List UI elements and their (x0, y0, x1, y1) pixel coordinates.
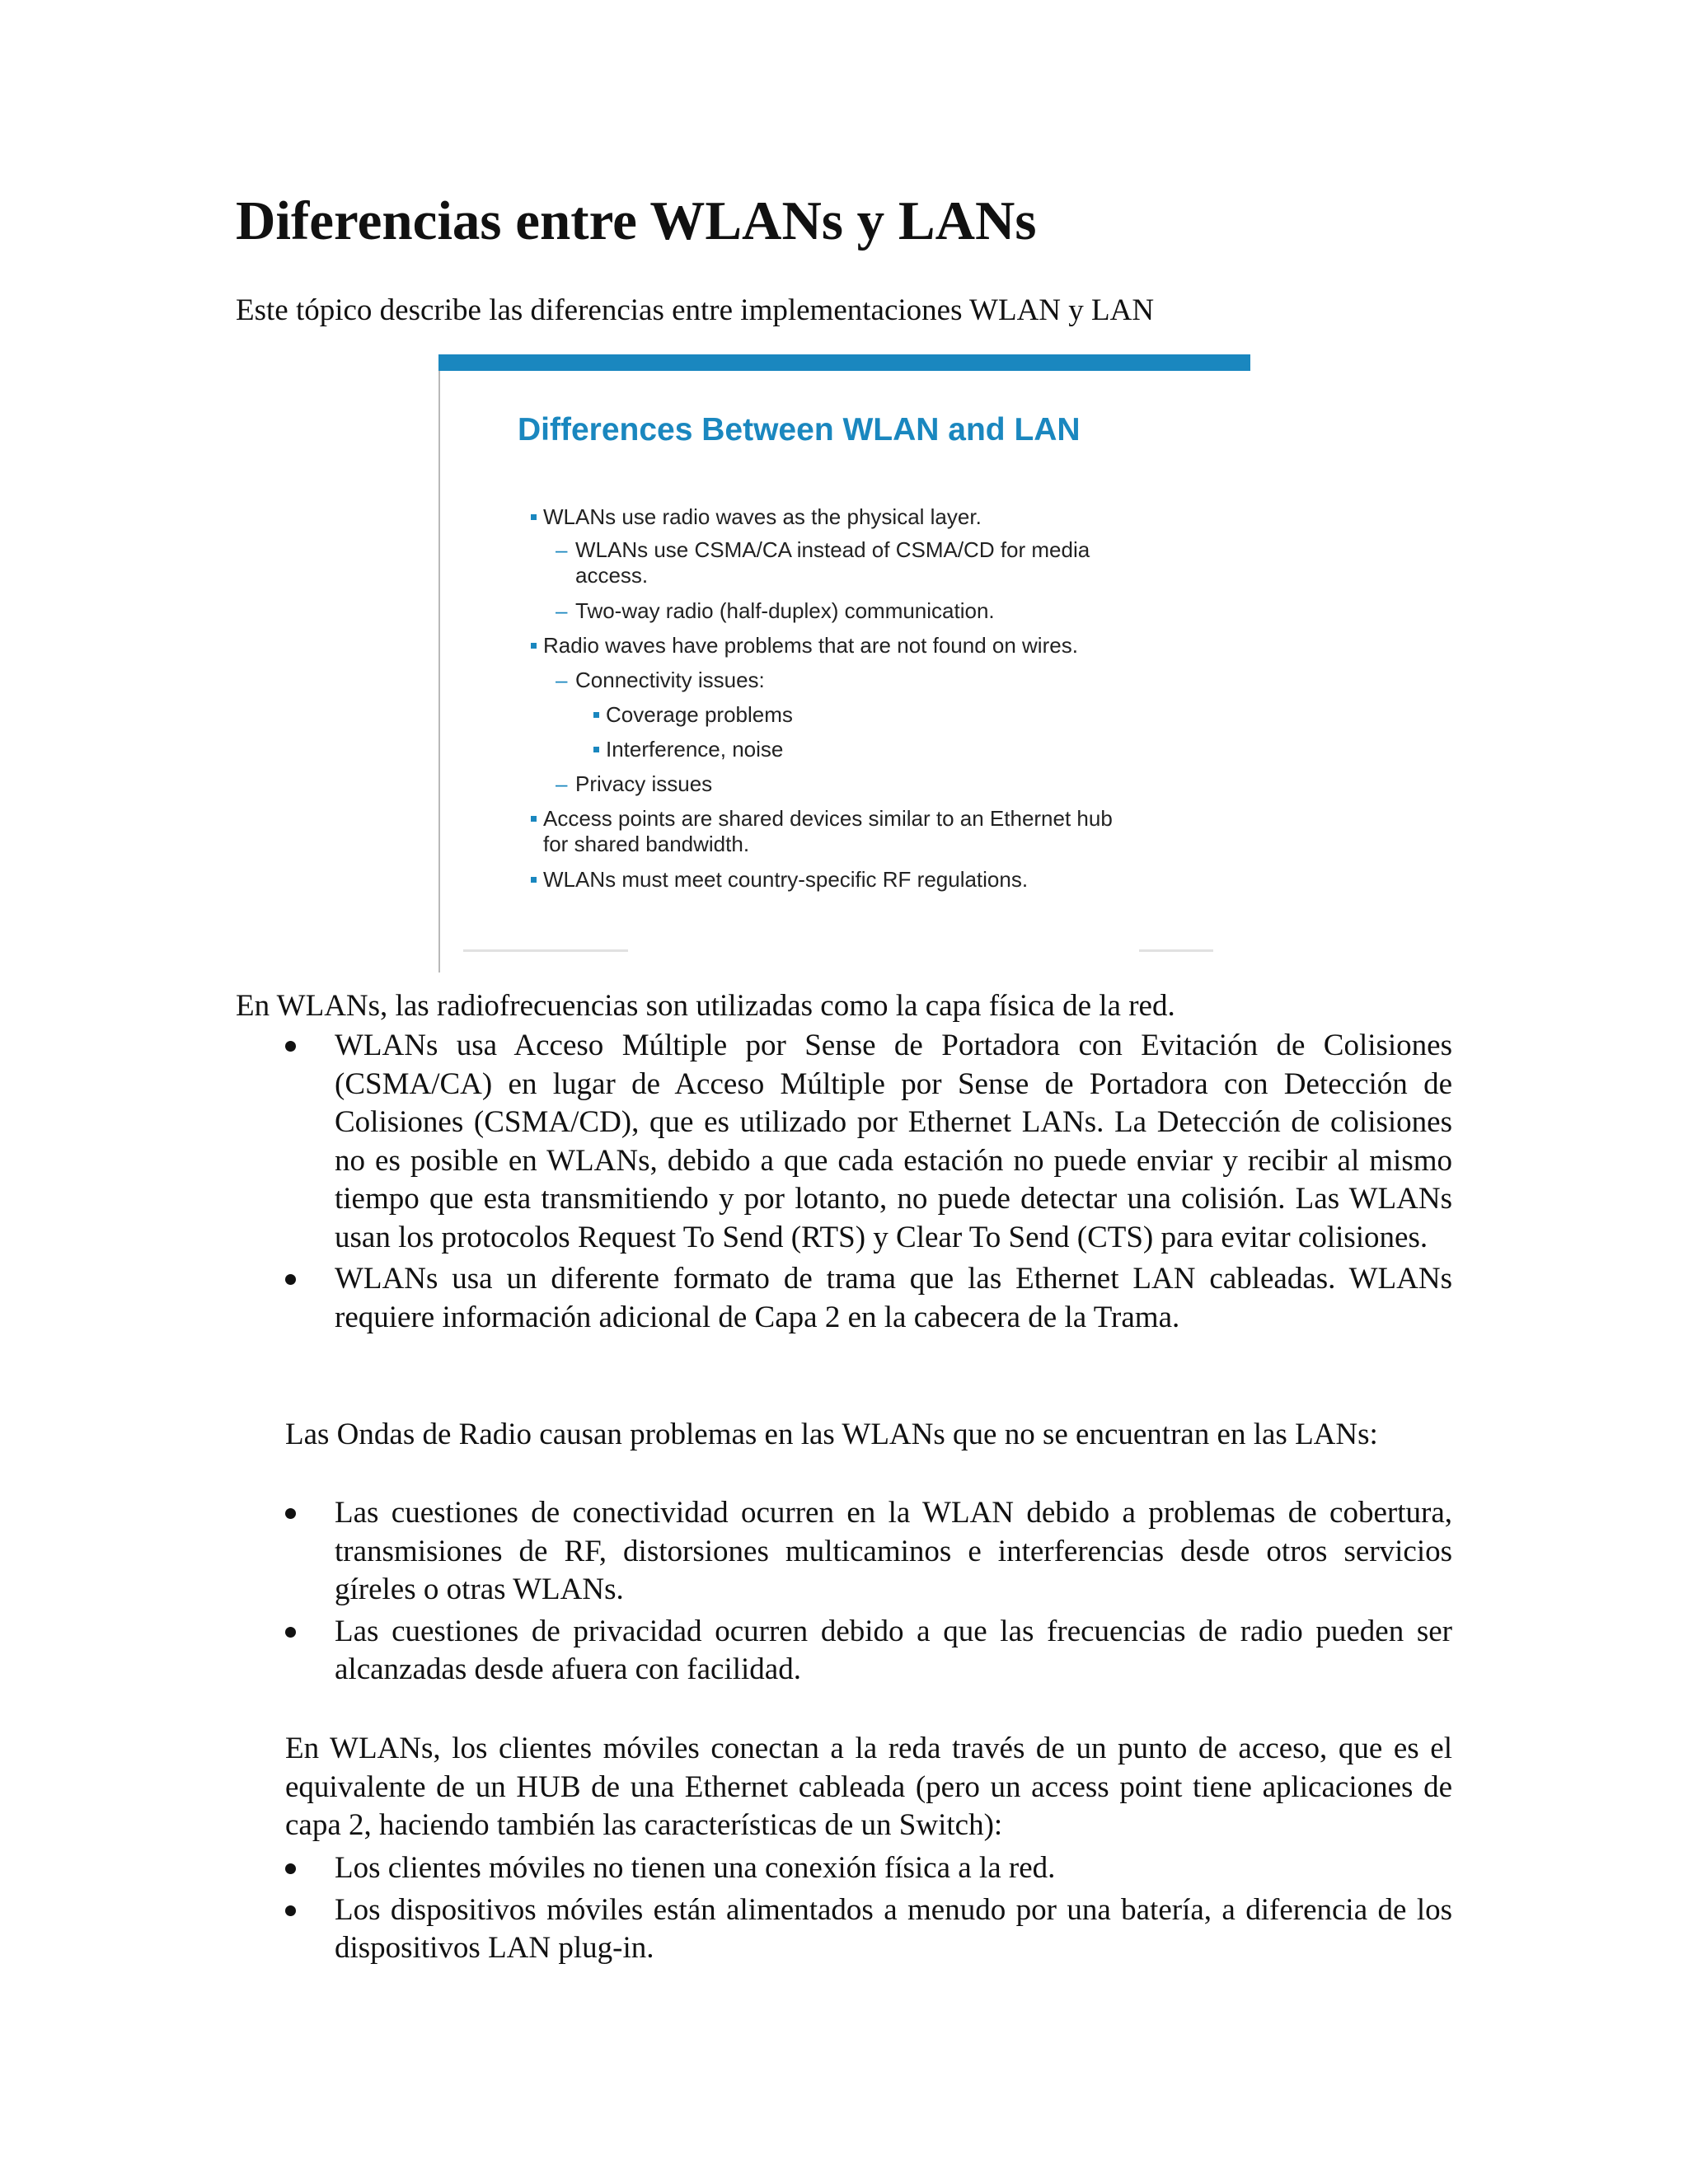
section1-bullet-item (285, 1027, 1452, 1257)
section2-intro: Las Ondas de Radio causan problemas en las WLANs que no se encuentran en las LANs: (285, 1418, 1378, 1451)
bullet-text: WLANs usa un diferente formato de trama que las Ethernet LAN cableadas. WLANs requiere información adicional de Capa 2 en la cabecera de la Trama. (335, 1262, 1452, 1334)
bullet-dot-icon (285, 1905, 296, 1916)
section3-bullet-item (285, 1891, 1452, 1968)
slide-figure (438, 354, 1250, 956)
dash-bullet-icon: – (556, 537, 568, 562)
bullet-text: Las cuestiones de privacidad ocurren debido a que las frecuencias de radio pueden ser alcanzadas desde afuera con facilidad. (335, 1614, 1452, 1686)
slide-title: Differences Between WLAN and LAN (518, 412, 1081, 448)
slide-bullet-text: Access points are shared devices similar to an Ethernet hub for shared bandwidth. (543, 806, 1113, 856)
bullet-dot-icon (285, 1508, 296, 1519)
dash-bullet-icon: – (556, 598, 568, 623)
slide-bullet-text: Connectivity issues: (575, 668, 765, 692)
slide-bullet-text: Radio waves have problems that are not found on wires. (543, 633, 1078, 658)
bullet-text: WLANs usa Acceso Múltiple por Sense de Portadora con Evitación de Colisiones (CSMA/CA) en lugar de Acceso Múltiple por Sense de Portadora con Detección de Colisiones (CSMA/CD), que es utilizado por Ethernet LANs. La Detección de colisiones no es posible en WLANs, debido a que cada estación no puede enviar y recibir al mismo tiempo que esta transmitiendo y por lotanto, no puede detectar una colisión. Las WLANs usan los protocolos Request To Send (RTS) y Clear To Send (CTS) para evitar colisiones. (335, 1029, 1452, 1254)
slide-bullet-text: WLANs use radio waves as the physical layer. (543, 504, 982, 529)
section3-bullet-list (285, 1849, 1452, 1971)
slide-bullet-text: Two-way radio (half-duplex) communication. (575, 598, 995, 623)
square-bullet-icon (531, 877, 537, 883)
dash-bullet-icon: – (556, 668, 568, 692)
square-bullet-icon (593, 747, 599, 752)
section1-bullet-list (285, 1027, 1452, 1340)
slide-bullet-text: WLANs must meet country-specific RF regulations. (543, 867, 1029, 892)
section2-bullet-item (285, 1613, 1452, 1690)
square-bullet-icon (531, 514, 537, 520)
bullet-dot-icon (285, 1274, 296, 1285)
bullet-text: Los clientes móviles no tienen una conexión física a la red. (335, 1851, 1056, 1885)
slide-bullet-text: Coverage problems (606, 702, 793, 727)
bullet-text: Los dispositivos móviles están alimentados a menudo por una batería, a diferencia de los dispositivos LAN plug-in. (335, 1892, 1452, 1965)
bullet-dot-icon (285, 1627, 296, 1638)
section2-bullet-item (285, 1494, 1452, 1610)
slide-bullet-text: Privacy issues (575, 771, 713, 796)
slide-top-bar (438, 354, 1250, 371)
lead-paragraph: En WLANs, las radiofrecuencias son utilizadas como la capa física de la red. (236, 989, 1175, 1023)
slide-bullet-text: WLANs use CSMA/CA instead of CSMA/CD for media access. (575, 537, 1090, 588)
page-title: Diferencias entre WLANs y LANs (236, 190, 1037, 251)
section1-bullet-item (285, 1260, 1452, 1337)
bullet-text: Las cuestiones de conectividad ocurren en la WLAN debido a problemas de cobertura, transmisiones de RF, distorsiones multicaminos e interferencias desde otros servicios gíreles o otras WLANs. (335, 1496, 1452, 1606)
page-subtitle: Este tópico describe las diferencias entre implementaciones WLAN y LAN (236, 293, 1155, 327)
bullet-dot-icon (285, 1041, 296, 1052)
dash-bullet-icon: – (556, 771, 568, 796)
square-bullet-icon (593, 712, 599, 718)
section2-bullet-list (285, 1494, 1452, 1693)
section3-bullet-item (285, 1849, 1452, 1888)
slide-footer (463, 949, 1230, 953)
bullet-dot-icon (285, 1863, 296, 1874)
slide-bullet-text: Interference, noise (606, 737, 784, 762)
slide-left-rule (438, 371, 440, 972)
square-bullet-icon (531, 816, 537, 822)
section3-intro: En WLANs, los clientes móviles conectan a la reda través de un punto de acceso, que es el equivalente de un HUB de una Ethernet cableada (pero un access point tiene aplicaciones de capa 2, haciendo también las características de un Switch): (285, 1732, 1452, 1842)
square-bullet-icon (531, 643, 537, 649)
